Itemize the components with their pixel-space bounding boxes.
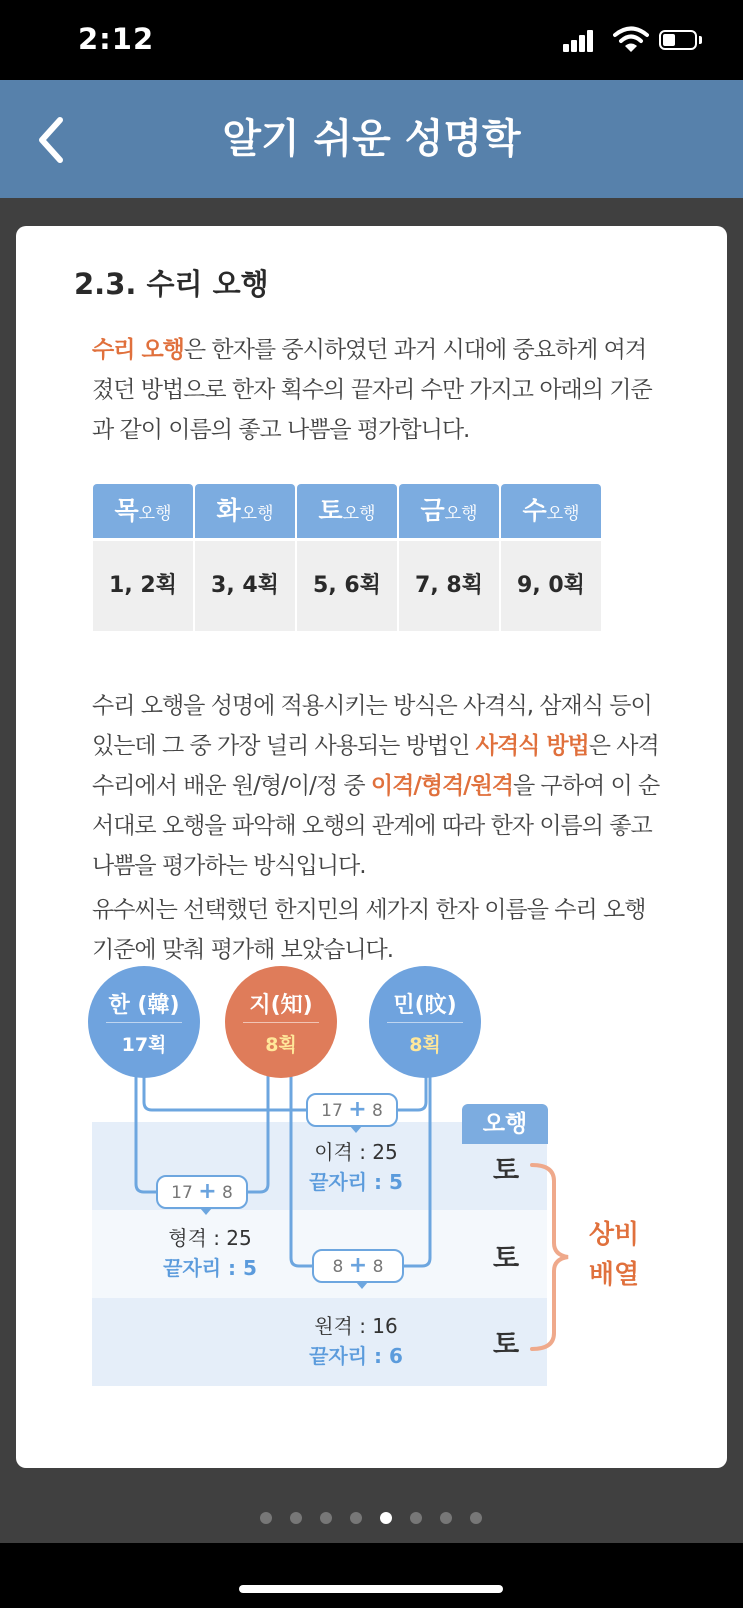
result-igyeok: 이격 : 25 <box>314 1140 398 1164</box>
ohaeng-column-hwa <box>195 484 295 631</box>
element-igyeok: 토 <box>492 1155 520 1186</box>
suri-ohaeng-diagram <box>16 966 727 1406</box>
ohaeng-value: 3, 4획 <box>195 541 295 631</box>
content-area[interactable] <box>0 198 743 1543</box>
nav-bar <box>0 80 743 198</box>
sum-pill-hyeonggyeok: 17 + 8 <box>156 1175 248 1209</box>
circle-ji: 지(知) 8획 <box>225 966 337 1078</box>
page-indicator[interactable] <box>0 1508 743 1532</box>
page-dot-active[interactable] <box>380 1512 392 1524</box>
result-wongyeok: 원격 : 16 <box>314 1314 398 1338</box>
page-dot[interactable] <box>470 1512 482 1524</box>
ohaeng-value: 9, 0획 <box>501 541 601 631</box>
ohaeng-value: 1, 2획 <box>93 541 193 631</box>
page-dot[interactable] <box>350 1512 362 1524</box>
ohaeng-column-geum <box>399 484 499 631</box>
element-wongyeok: 토 <box>492 1329 520 1360</box>
element-hyeonggyeok: 토 <box>492 1243 520 1274</box>
highlight-suri-ohaeng: 수리 오행 <box>92 337 184 363</box>
signal-icon <box>563 28 593 52</box>
intro-paragraph: 수리 오행은 한자를 중시하였던 과거 시대에 중요하게 여겨졌던 방법으로 한자 획수의 끝자리 수만 가지고 아래의 기준과 같이 이름의 좋고 나쁨을 평가합니다. <box>92 337 652 443</box>
sangbi-brace <box>532 1165 568 1349</box>
ohaeng-header: 수오행 <box>501 484 601 538</box>
nav-title: 알기 쉬운 성명학 <box>222 116 521 162</box>
circle-min: 민(旼) 8획 <box>369 966 481 1078</box>
ohaeng-value: 7, 8획 <box>399 541 499 631</box>
page-card[interactable] <box>16 226 727 1468</box>
section-title: 2.3. 수리 오행 <box>74 267 269 301</box>
result-hyeonggyeok: 형격 : 25 <box>168 1226 252 1250</box>
page-dot[interactable] <box>260 1512 272 1524</box>
ohaeng-column-to <box>297 484 397 631</box>
ohaeng-column-su <box>501 484 601 631</box>
ohaeng-column-mok <box>93 484 193 631</box>
page-dot[interactable] <box>440 1512 452 1524</box>
ohaeng-header: 금오행 <box>399 484 499 538</box>
highlight-sagyeoksik: 사격식 방법 <box>475 733 589 759</box>
wifi-icon <box>613 26 649 54</box>
page-dot[interactable] <box>290 1512 302 1524</box>
sum-pill-wongyeok: 8 + 8 <box>312 1249 404 1283</box>
sangbi-label-1: 상비 <box>588 1220 640 1250</box>
status-time: 2:12 <box>78 22 155 56</box>
method-paragraph: 수리 오행을 성명에 적용시키는 방식은 사격식, 삼재식 등이 있는데 그 중 가장 널리 사용되는 방법인 사격식 방법은 사격수리에서 배운 원/형/이/정 중 이격/형격/원격을 구하여 이 순서대로 오행을 파악해 오행의 관계에 따라 한자 이름의 좋고 나쁨을 평가하는 방식입니다. <box>92 693 660 879</box>
home-indicator[interactable] <box>239 1585 503 1593</box>
result-igyeok-end: 끝자리 : 5 <box>309 1170 403 1194</box>
sangbi-label-2: 배열 <box>588 1260 640 1290</box>
ohaeng-value: 5, 6획 <box>297 541 397 631</box>
page-dot[interactable] <box>410 1512 422 1524</box>
result-wongyeok-end: 끝자리 : 6 <box>309 1344 403 1368</box>
sum-pill-igyeok: 17 + 8 <box>306 1093 398 1127</box>
ohaeng-column-label: 오행 <box>462 1104 548 1144</box>
example-paragraph: 유수씨는 선택했던 한지민의 세가지 한자 이름을 수리 오행 기준에 맞춰 평가해 보았습니다. <box>92 897 646 963</box>
status-bar <box>0 0 743 80</box>
result-hyeonggyeok-end: 끝자리 : 5 <box>163 1256 257 1280</box>
back-button[interactable] <box>30 110 80 170</box>
status-icons <box>563 28 703 54</box>
page-dot[interactable] <box>320 1512 332 1524</box>
ohaeng-header: 화오행 <box>195 484 295 538</box>
ohaeng-header: 토오행 <box>297 484 397 538</box>
highlight-igyeok: 이격/형격/원격 <box>370 773 513 799</box>
circle-han: 한 (韓) 17획 <box>88 966 200 1078</box>
chevron-left-icon <box>30 110 80 170</box>
battery-icon <box>659 30 697 50</box>
ohaeng-header: 목오행 <box>93 484 193 538</box>
